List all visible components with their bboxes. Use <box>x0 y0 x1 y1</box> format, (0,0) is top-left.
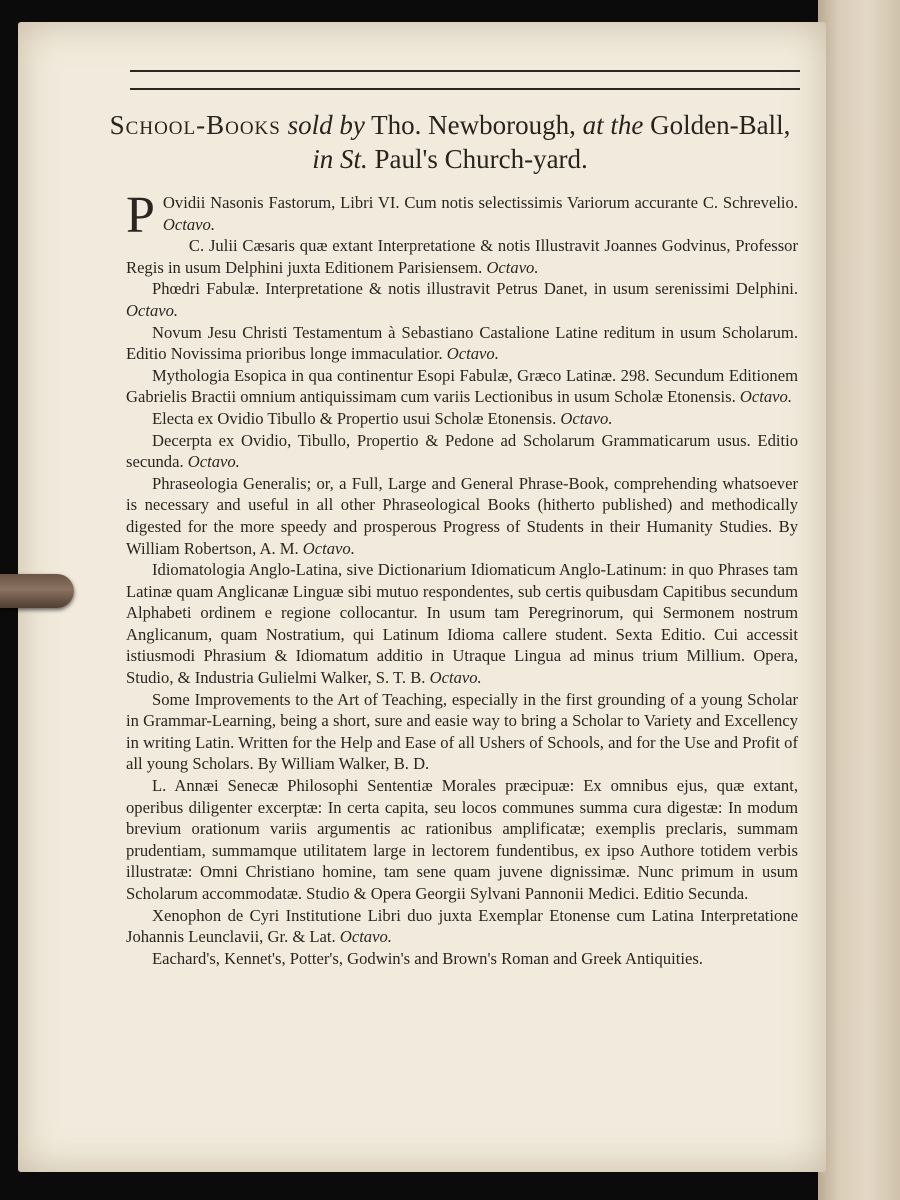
book-list <box>126 187 798 969</box>
page-heading <box>100 108 800 176</box>
list-item-aesop: Mythologia Esopica in qua continentur Esopi Fabulæ, Græco Latinæ. 298. Secundum Editionem Gabrielis Bractii omnium antiquissimam cum variis Lectionibus in usum Scholæ Etonensis. Octavo. <box>126 365 798 407</box>
list-item-new-testament: Novum Jesu Christi Testamentum à Sebastiano Castalione Latine reditum in usum Scholarum. Editio Novissima prioribus longe immaculatior. Octavo. <box>126 322 798 364</box>
heading-part6: in St. <box>312 144 368 174</box>
list-item-antiquities: Eachard's, Kennet's, Potter's, Godwin's and Brown's Roman and Greek Antiquities. <box>152 948 703 968</box>
list-item-idiomatologia: Idiomatologia Anglo-Latina, sive Dictionarium Idiomaticum Anglo-Latinum: in quo Phrases tam Latinæ quam Anglicanæ Linguæ sibi mutuo respondentes, sub certis quibusdam Capitibus secundum Alphabeti ordinem e regione collocantur. In usum tam Peregrinorum, qui Sermonem nostrum Anglicanum, quam Nostratium, qui Latinum Idioma callere student. Sexta Editio. Cui accessit istiusmodi Phrasium & Idiomatum additio in Utraque Lingua ad minus trium Millium. Opera, Studio, & Industria Gulielmi Walker, S. T. B. Octavo. <box>126 560 798 688</box>
list-item-xenophon: Xenophon de Cyri Institutione Libri duo juxta Exemplar Etonense cum Latina Interpretatione Johannis Leunclavii, Gr. & Lat. Octavo. <box>126 905 798 947</box>
heading-part1: School-Books <box>109 110 281 140</box>
list-item-improvements: Some Improvements to the Art of Teaching, especially in the first grounding of a young Scholar in Grammar-Learning, being a short, sure and easie way to bring a Scholar to Variety and Excellency in writing Latin. Written for the Help and Ease of all Ushers of Schools, and for the Use and Profit of all young Scholars. By William Walker, B. D. <box>126 689 798 774</box>
heading-part3: Tho. Newborough, <box>371 110 576 140</box>
header-rule-bottom <box>130 88 800 90</box>
list-item-seneca: L. Annæi Senecæ Philosophi Sententiæ Morales præcipuæ: Ex omnibus ejus, quæ extant, operibus diligenter excerptæ: In certa capita, seu locos communes summa cura digestæ: In modum brevium orationum variis argumentis ac rationibus amplificatæ; exemplis preclaris, summam prudentiam, summamque utilitatem large in lectorem fundentibus, ex ipso Authore totidem verbis illustratæ: Omni Christiano homine, tam sene quam juvene dignissimæ. Nunc primum in usum Scholarum accommodatæ. Studio & Opera Georgii Sylvani Pannonii Medici. Editio Secunda. <box>126 776 798 903</box>
heading-part4: at the <box>582 110 644 140</box>
list-item-caesar: C. Julii Cæsaris quæ extant Interpretatione & notis Illustravit Joannes Godvinus, Professor Regis in usum Delphini juxta Editionem Parisiensem. Octavo. <box>126 236 798 277</box>
list-item-phraseologia: Phraseologia Generalis; or, a Full, Large and General Phrase-Book, comprehending whatsoever is necessary and useful in all other Phraseological Books (hitherto published) and methodically digested for the more speedy and prosperous Progress of Students in their Humanity Studies. By William Robertson, A. M. Octavo. <box>126 473 798 558</box>
list-item-decerpta: Decerpta ex Ovidio, Tibullo, Propertio & Pedone ad Scholarum Grammaticarum usus. Editio secunda. Octavo. <box>126 430 798 472</box>
bookmark-ribbon <box>0 574 74 608</box>
adjacent-page-edge <box>818 0 900 1200</box>
drop-cap: P <box>126 187 155 244</box>
list-item-electa: Electa ex Ovidio Tibullo & Propertio usui Scholæ Etonensis. Octavo. <box>152 408 613 428</box>
heading-part5: Golden-Ball, <box>650 110 791 140</box>
list-item-ovid-fasti: P Ovidii Nasonis Fastorum, Libri VI. Cum notis selectissimis Variorum accurante C. Schrevelio. Octavo. <box>126 187 798 244</box>
list-item-phaedrus: Phœdri Fabulæ. Interpretatione & notis illustravit Petrus Danet, in usum serenissimi Delphini. Octavo. <box>126 279 798 320</box>
heading-part2: sold by <box>287 110 365 140</box>
heading-part7: Paul's Church-yard. <box>374 144 588 174</box>
header-rule-top <box>130 70 800 72</box>
